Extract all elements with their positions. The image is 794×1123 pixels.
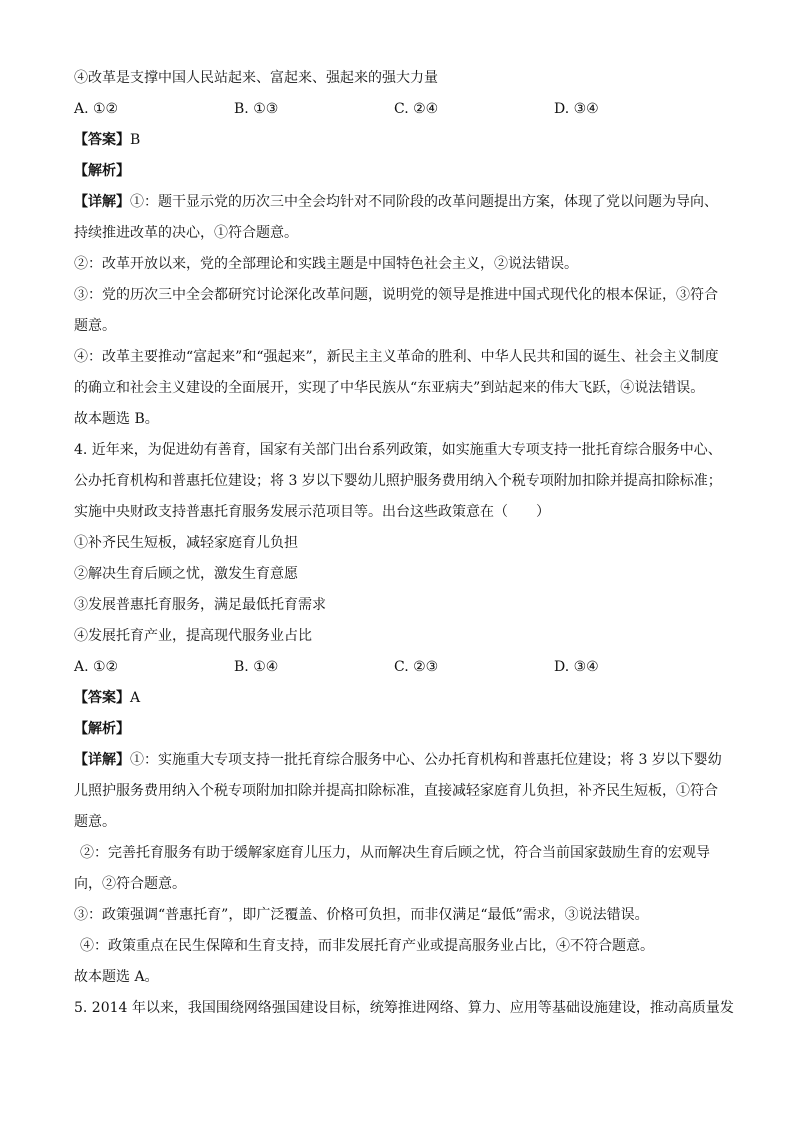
q3-choice-b: B. ①③ xyxy=(234,101,279,117)
q4-detail-line: ②：完善托育服务有助于缓解家庭育儿压力，从而解决生育后顾之忧，符合当前国家鼓励生育的宏观导 xyxy=(80,845,710,861)
q4-option-3: ③发展普惠托育服务，满足最低托育需求 xyxy=(74,597,326,613)
q3-detail-text: ①：题干显示党的历次三中全会均针对不同阶段的改革问题提出方案，体现了党以问题为导向、 xyxy=(130,194,718,210)
q3-detail-tag: 【详解】 xyxy=(74,194,130,210)
q4-answer-tag: 【答案】 xyxy=(74,690,130,706)
q5-stem-line: 5. 2014 年以来，我国围绕网络强国建设目标，统筹推进网络、算力、应用等基础设施建设，推动高质量发 xyxy=(74,1000,734,1016)
q4-stem-line: 公办托育机构和普惠托位建设；将 3 岁以下婴幼儿照护服务费用纳入个税专项附加扣除并提高扣除标准； xyxy=(74,473,722,489)
q3-detail-line: 持续推进改革的决心，①符合题意。 xyxy=(74,225,298,241)
q3-answer-tag: 【答案】 xyxy=(74,132,130,148)
q3-answer-value: B xyxy=(130,132,141,148)
document-page xyxy=(74,63,734,1024)
q4-stem-line: 4. 近年来，为促进幼有善育，国家有关部门出台系列政策，如实施重大专项支持一批托育综合服务中心、 xyxy=(74,442,722,458)
q3-answer xyxy=(74,125,724,156)
q3-conclusion: 故本题选 B。 xyxy=(74,411,159,427)
q3-detail-line: ②：改革开放以来，党的全部理论和实践主题是中国特色社会主义，②说法错误。 xyxy=(74,256,578,272)
q4-choices xyxy=(74,652,724,683)
q3-detail-line: 题意。 xyxy=(74,318,116,334)
q4-detail-line: 儿照护服务费用纳入个税专项附加扣除并提高扣除标准，直接减轻家庭育儿负担，补齐民生短板，①符合 xyxy=(74,783,718,799)
q3-detail-line: ③：党的历次三中全会都研究讨论深化改革问题，说明党的领导是推进中国式现代化的根本保证，③符合 xyxy=(74,287,718,303)
q4-option-1: ①补齐民生短板，减轻家庭育儿负担 xyxy=(74,535,298,551)
q3-detail-line: ④：改革主要推动“富起来”和“强起来”，新民主主义革命的胜利、中华人民共和国的诞生、社会主义制度 xyxy=(74,349,719,365)
q4-detail-line: 题意。 xyxy=(74,814,116,830)
q3-choice-d: D. ③④ xyxy=(554,101,599,117)
q4-option-4: ④发展托育产业，提高现代服务业占比 xyxy=(74,628,312,644)
q4-option-2: ②解决生育后顾之忧，激发生育意愿 xyxy=(74,566,298,582)
q3-choice-c: C. ②④ xyxy=(394,101,439,117)
q3-detail-line xyxy=(74,187,724,218)
q3-analysis-tag: 【解析】 xyxy=(74,163,130,179)
q4-detail-tag: 【详解】 xyxy=(74,752,130,768)
q4-detail-line: ③：政策强调“普惠托育”，即广泛覆盖、价格可负担，而非仅满足“最低”需求，③说法错误。 xyxy=(74,907,649,923)
q4-conclusion: 故本题选 A。 xyxy=(74,969,159,985)
q4-detail-text: ①：实施重大专项支持一批托育综合服务中心、公办托育机构和普惠托位建设；将 3 岁以下婴幼 xyxy=(130,752,722,768)
q4-stem-line: 实施中央财政支持普惠托育服务发展示范项目等。出台这些政策意在（ ） xyxy=(74,504,550,520)
q4-detail-line: ④：政策重点在民生保障和生育支持，而非发展托育产业或提高服务业占比，④不符合题意。 xyxy=(80,938,654,954)
q4-choice-d: D. ③④ xyxy=(554,659,599,675)
q3-choices xyxy=(74,94,724,125)
q4-detail-line xyxy=(74,745,724,776)
q3-option-4: ④改革是支撑中国人民站起来、富起来、强起来的强大力量 xyxy=(74,70,438,86)
q4-choice-a: A. ①② xyxy=(74,659,119,675)
q3-choice-a: A. ①② xyxy=(74,101,119,117)
q4-analysis-tag: 【解析】 xyxy=(74,721,130,737)
q4-answer xyxy=(74,683,724,714)
q4-answer-value: A xyxy=(130,690,141,706)
q4-choice-c: C. ②③ xyxy=(394,659,439,675)
q4-detail-line: 向，②符合题意。 xyxy=(74,876,186,892)
q3-detail-line: 的确立和社会主义建设的全面展开，实现了中华民族从“东亚病夫”到站起来的伟大飞跃，④说法错误。 xyxy=(74,380,705,396)
q4-choice-b: B. ①④ xyxy=(234,659,279,675)
